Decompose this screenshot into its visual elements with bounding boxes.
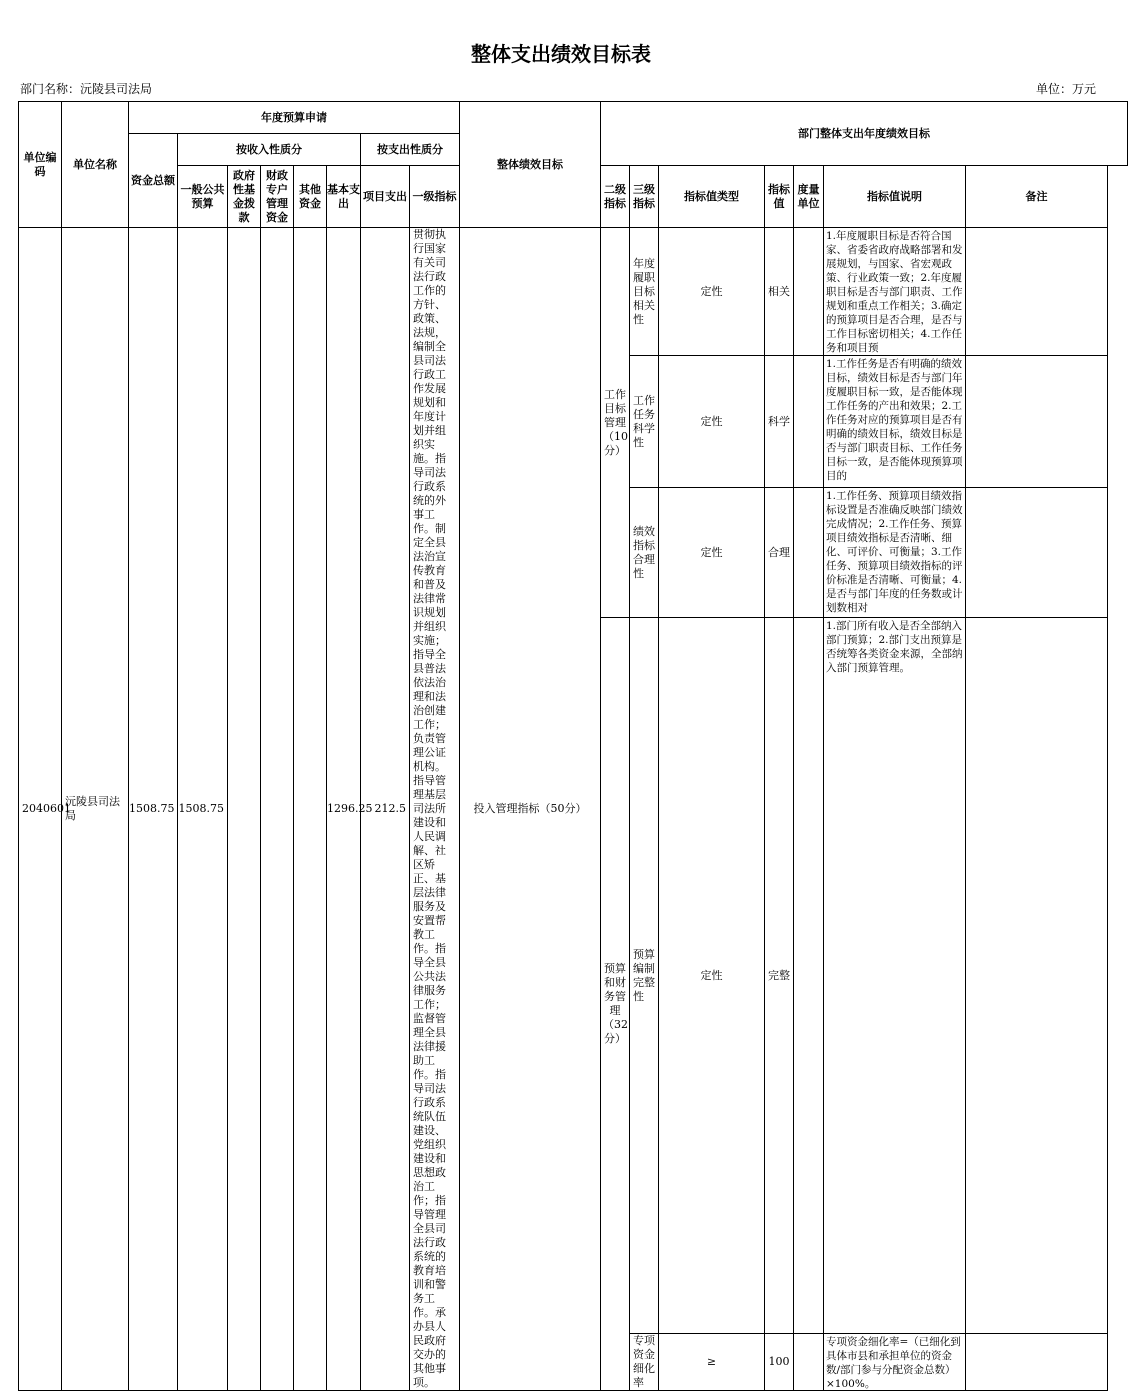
measure-unit-cell (794, 1334, 824, 1391)
header-value-desc: 指标值说明 (824, 166, 966, 228)
header-level1: 一级指标 (410, 166, 460, 228)
header-by-expense: 按支出性质分 (361, 134, 460, 166)
value-cell: 完整 (765, 618, 794, 1334)
header-by-income: 按收入性质分 (178, 134, 361, 166)
header-value-type: 指标值类型 (659, 166, 765, 228)
level3-cell: 绩效指标合理性 (630, 488, 659, 618)
header-total: 资金总额 (129, 134, 178, 228)
unit-name-cell: 沅陵县司法局 (62, 228, 129, 1391)
measure-unit-cell (794, 488, 824, 618)
gov-fund-cell (228, 228, 261, 1391)
level2-cell: 预算和财务管理（32分） (601, 618, 630, 1391)
responsibility-cell: 贯彻执行国家有关司法行政工作的方针、政策、法规，编制全县司法行政工作发展规划和年度计划并组织实施。指导司法行政系统的外事工作。制定全县法治宣传教育和普及法律常识规划并组织实施；指导全县普法依法治理和法治创建工作；负责管理公证机构。指导管理基层司法所建设和人民调解、社区矫正、基层法律服务及安置帮教工作。指导全县公共法律服务工作；监督管理全县法律援助工作。指导司法行政系统队伍建设、党组织建设和思想政治工作；指导管理全县司法行政系统的教育培训和警务工作。承办县人民政府交办的其他事项。 (410, 228, 460, 1391)
level3-cell: 专项资金细化率 (630, 1334, 659, 1391)
value-type-cell: 定性 (659, 228, 765, 356)
value-desc-cell: 1.工作任务是否有明确的绩效目标，绩效目标是否与部门年度履职目标一致，是否能体现工作任务的产出和效果；2.工作任务对应的预算项目是否有明确的绩效目标，绩效目标是否与部门职责目标、工作任务目标一致，是否能体现预算项目的 (826, 358, 963, 482)
value-desc-cell: 专项资金细化率=（已细化到具体市县和承担单位的资金数/部门参与分配资金总数）×100%。 (826, 1336, 961, 1390)
header-gov-fund: 政府性基金拨款 (228, 166, 261, 228)
value-type-cell: 定性 (659, 356, 765, 488)
header-annual-budget: 年度预算申请 (129, 102, 460, 134)
level3-cell: 工作任务科学性 (630, 356, 659, 488)
level2-cell: 工作目标管理（10分） (601, 228, 630, 618)
measure-unit-cell (794, 618, 824, 1334)
total-cell: 1508.75 (129, 228, 178, 1391)
level3-cell: 年度履职目标相关性 (630, 228, 659, 356)
header-general-budget: 一般公共预算 (178, 166, 228, 228)
value-desc-cell: 1.部门所有收入是否全部纳入部门预算；2.部门支出预算是否统筹各类资金来源，全部纳入部门预算管理。 (826, 620, 963, 674)
remark-cell (966, 228, 1108, 356)
header-overall-target: 整体绩效目标 (460, 102, 601, 228)
remark-cell (966, 356, 1108, 488)
value-cell: 相关 (765, 228, 794, 356)
page-title: 整体支出绩效目标表 (471, 42, 651, 66)
general-budget-cell: 1508.75 (178, 228, 228, 1391)
unit-code-cell: 2040601 (19, 228, 62, 1391)
remark-cell (966, 1334, 1108, 1391)
header-project-expense: 项目支出 (361, 166, 410, 228)
basic-expense-cell: 1296.25 (327, 228, 361, 1391)
measure-unit-cell (794, 228, 824, 356)
header-unit-code: 单位编码 (19, 102, 62, 228)
special-fund-cell (261, 228, 294, 1391)
value-desc-cell: 1.年度履职目标是否符合国家、省委省政府战略部署和发展规划，与国家、省宏观政策、行业政策一致；2.年度履职目标是否与部门职责、工作规划和重点工作相关；3.确定的预算项目是否合理，是否与工作目标密切相关；4.工作任务和项目预 (826, 230, 963, 354)
header-level2: 二级指标 (601, 166, 630, 228)
value-type-cell: 定性 (659, 488, 765, 618)
unit-label: 单位：万元 (1035, 82, 1096, 96)
level1-cell: 投入管理指标（50分） (460, 228, 601, 1391)
header-level3: 三级指标 (630, 166, 659, 228)
value-type-cell: ≥ (659, 1334, 765, 1391)
header-remark: 备注 (966, 166, 1108, 228)
header-special-fund: 财政专户管理资金 (261, 166, 294, 228)
header-value: 指标值 (765, 166, 794, 228)
measure-unit-cell (794, 356, 824, 488)
performance-target-table (18, 101, 1128, 1391)
department-name: 部门名称：沅陵县司法局 (20, 82, 153, 96)
level3-cell: 预算编制完整性 (630, 618, 659, 1334)
project-expense-cell: 212.5 (361, 228, 410, 1391)
value-cell: 合理 (765, 488, 794, 618)
remark-cell (966, 488, 1108, 618)
header-unit-name: 单位名称 (62, 102, 129, 228)
value-cell: 100 (765, 1334, 794, 1391)
header-other-fund: 其他资金 (294, 166, 327, 228)
header-basic-expense: 基本支出 (327, 166, 361, 228)
value-type-cell: 定性 (659, 618, 765, 1334)
remark-cell (966, 618, 1108, 1334)
value-desc-cell: 1.工作任务、预算项目绩效指标设置是否准确反映部门绩效完成情况；2.工作任务、预算项目绩效指标是否清晰、细化、可评价、可衡量；3.工作任务、预算项目绩效指标的评价标准是否清晰、可衡量；4.是否与部门年度的任务数或计划数相对 (826, 490, 963, 614)
header-measure-unit: 度量单位 (794, 166, 824, 228)
header-dept-target: 部门整体支出年度绩效目标 (601, 102, 1128, 166)
value-cell: 科学 (765, 356, 794, 488)
other-fund-cell (294, 228, 327, 1391)
